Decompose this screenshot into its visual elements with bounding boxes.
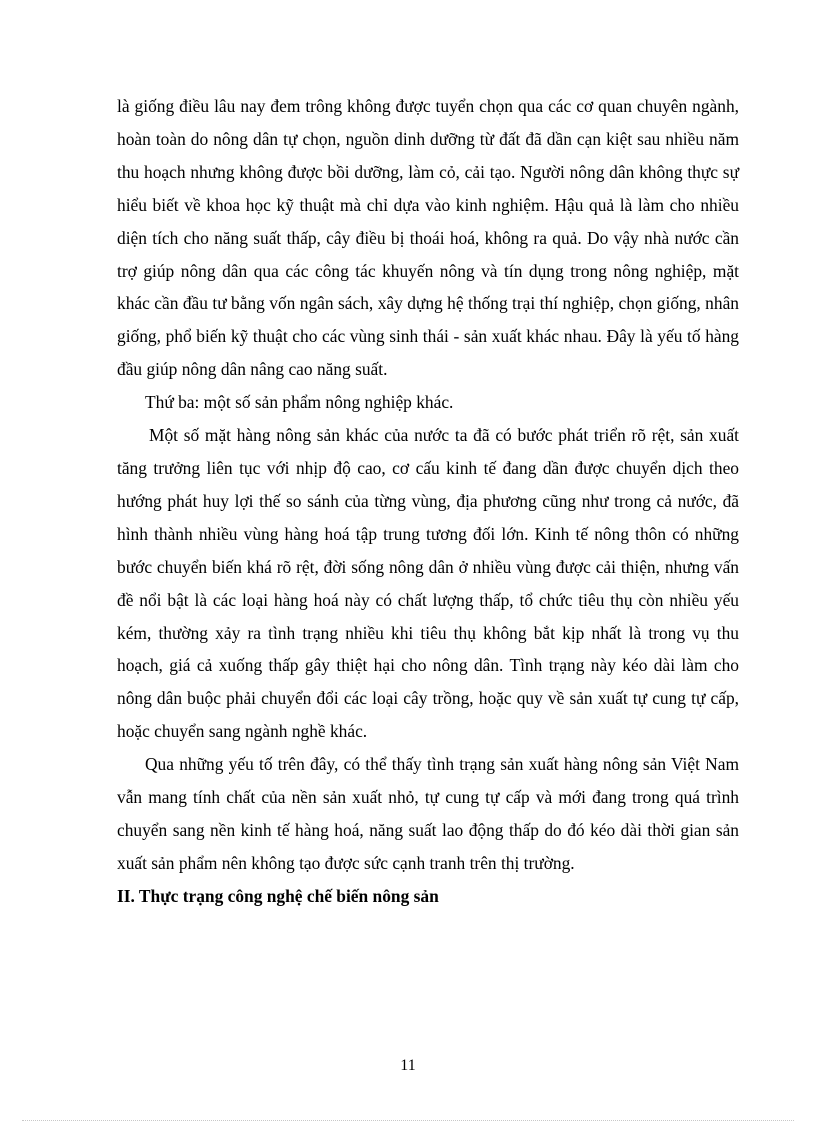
page-bottom-divider xyxy=(22,1120,794,1121)
paragraph-cashew-seed-quality: là giống điều lâu nay đem trông không được tuyển chọn qua các cơ quan chuyên ngành, hoàn toàn do nông dân tự chọn, nguồn dinh dưỡng từ đất đã dần cạn kiệt sau nhiều năm thu hoạch nhưng không được bồi dưỡng, làm cỏ, cải tạo. Người nông dân không thực sự hiểu biết về khoa học kỹ thuật mà chỉ dựa vào kinh nghiệm. Hậu quả là làm cho nhiều diện tích cho năng suất thấp, cây điều bị thoái hoá, không ra quả. Do vậy nhà nước cần trợ giúp nông dân qua các công tác khuyến nông và tín dụng trong nông nghiệp, mặt khác cần đầu tư bằng vốn ngân sách, xây dựng hệ thống trại thí nghiệp, chọn giống, nhân giống, phổ biến kỹ thuật cho các vùng sinh thái - sản xuất khác nhau. Đây là yếu tố hàng đầu giúp nông dân nâng cao năng suất. xyxy=(117,96,739,380)
section-heading: II. Thực trạng công nghệ chế biến nông sản xyxy=(117,885,439,906)
paragraph-conclusion: Qua những yếu tố trên đây, có thể thấy tình trạng sản xuất hàng nông sản Việt Nam vẫn mang tính chất của nền sản xuất nhỏ, tự cung tự cấp và mới đang trong quá trình chuyển sang nền kinh tế hàng hoá, năng suất lao động thấp do đó kéo dài thời gian sản xuất sản phẩm nên không tạo được sức cạnh tranh trên thị trường. xyxy=(117,754,739,873)
paragraph-subsection-third: Thứ ba: một số sản phẩm nông nghiệp khác. xyxy=(145,392,454,413)
page-number: 11 xyxy=(400,1057,416,1074)
body-text xyxy=(117,90,739,913)
paragraph-other-products: Một số mặt hàng nông sản khác của nước ta đã có bước phát triển rõ rệt, sản xuất tăng trưởng liên tục với nhịp độ cao, cơ cấu kinh tế đang dần được chuyển dịch theo hướng phát huy lợi thế so sánh của từng vùng, địa phương cũng như trong cả nước, đã hình thành nhiều vùng hàng hoá tập trung tương đối lớn. Kinh tế nông thôn có những bước chuyển biến khá rõ rệt, đời sống nông dân ở nhiều vùng được cải thiện, nhưng vấn đề nổi bật là các loại hàng hoá này có chất lượng thấp, tổ chức tiêu thụ còn nhiều yếu kém, thường xảy ra tình trạng nhiều khi tiêu thụ không bắt kịp nhất là trong vụ thu hoạch, giá cả xuống thấp gây thiệt hại cho nông dân. Tình trạng này kéo dài làm cho nông dân buộc phải chuyển đổi các loại cây trồng, hoặc quy về sản xuất tự cung tự cấp, hoặc chuyển sang ngành nghề khác. xyxy=(117,425,739,742)
